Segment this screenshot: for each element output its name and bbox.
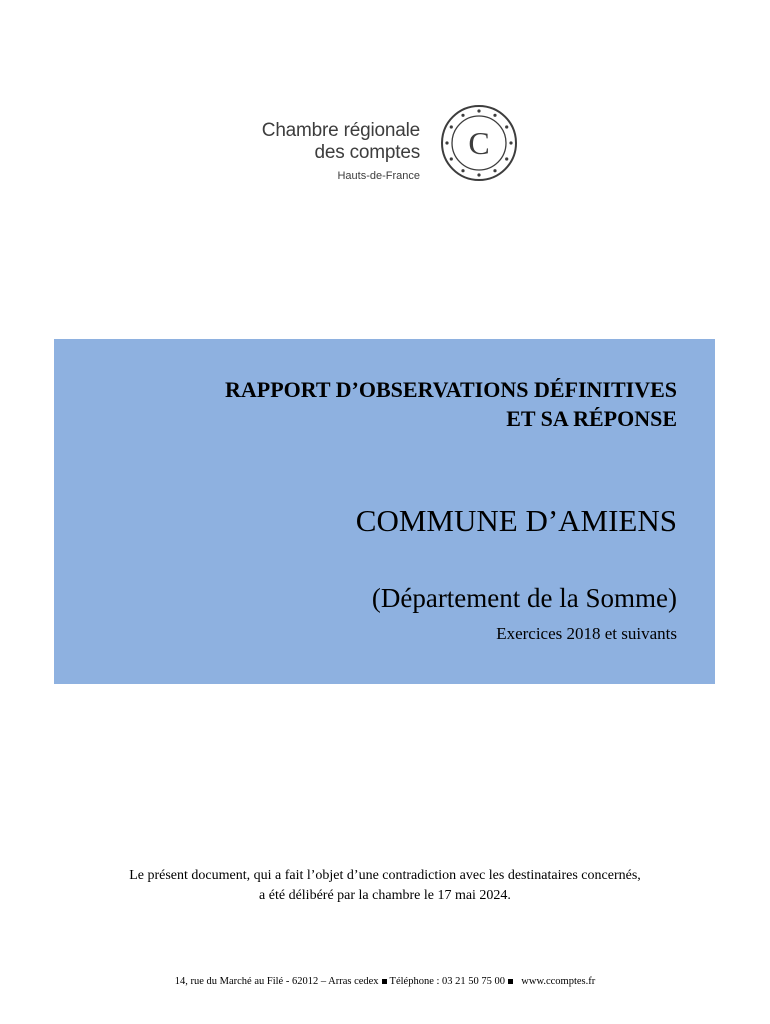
report-title-line-1: RAPPORT D’OBSERVATIONS DÉFINITIVES <box>225 377 677 402</box>
seal-dot <box>505 157 508 160</box>
notice-line-1: Le présent document, qui a fait l’objet d’une contradiction avec les destinataires concernés, <box>129 868 641 883</box>
logo-line-2: des comptes <box>314 142 420 163</box>
page-footer <box>0 976 770 987</box>
seal-icon <box>440 104 518 182</box>
fiscal-period: Exercices 2018 et suivants <box>496 624 677 643</box>
seal-dot <box>450 125 453 128</box>
seal-dot <box>450 157 453 160</box>
seal-dot <box>461 114 464 117</box>
institution-logo <box>250 100 530 184</box>
seal-dot <box>509 141 512 144</box>
logo-region: Hauts-de-France <box>337 170 420 182</box>
department-name: (Département de la Somme) <box>371 583 677 613</box>
title-band <box>54 339 715 684</box>
logo-line-1: Chambre régionale <box>261 120 420 141</box>
deliberation-notice <box>0 866 770 906</box>
report-title <box>225 375 677 433</box>
seal-dot <box>477 173 480 176</box>
logo-wordmark <box>262 120 420 184</box>
seal-dot <box>493 114 496 117</box>
seal-dot <box>505 125 508 128</box>
notice-line-2: a été délibéré par la chambre le 17 mai 2024. <box>259 888 511 903</box>
seal-dot <box>461 169 464 172</box>
footer-phone: Téléphone : 03 21 50 75 00 <box>389 976 506 987</box>
seal-dot <box>493 169 496 172</box>
bullet-square-icon <box>508 979 513 984</box>
footer-address: 14, rue du Marché au Filé - 62012 – Arras cedex <box>174 976 379 987</box>
footer-website: www.ccomptes.fr <box>521 976 596 987</box>
commune-name: COMMUNE D’AMIENS <box>355 503 677 538</box>
bullet-square-icon <box>382 979 387 984</box>
seal-dot <box>445 141 448 144</box>
seal-dot <box>477 109 480 112</box>
seal-letter: C <box>468 125 490 161</box>
report-title-line-2: ET SA RÉPONSE <box>506 406 677 431</box>
